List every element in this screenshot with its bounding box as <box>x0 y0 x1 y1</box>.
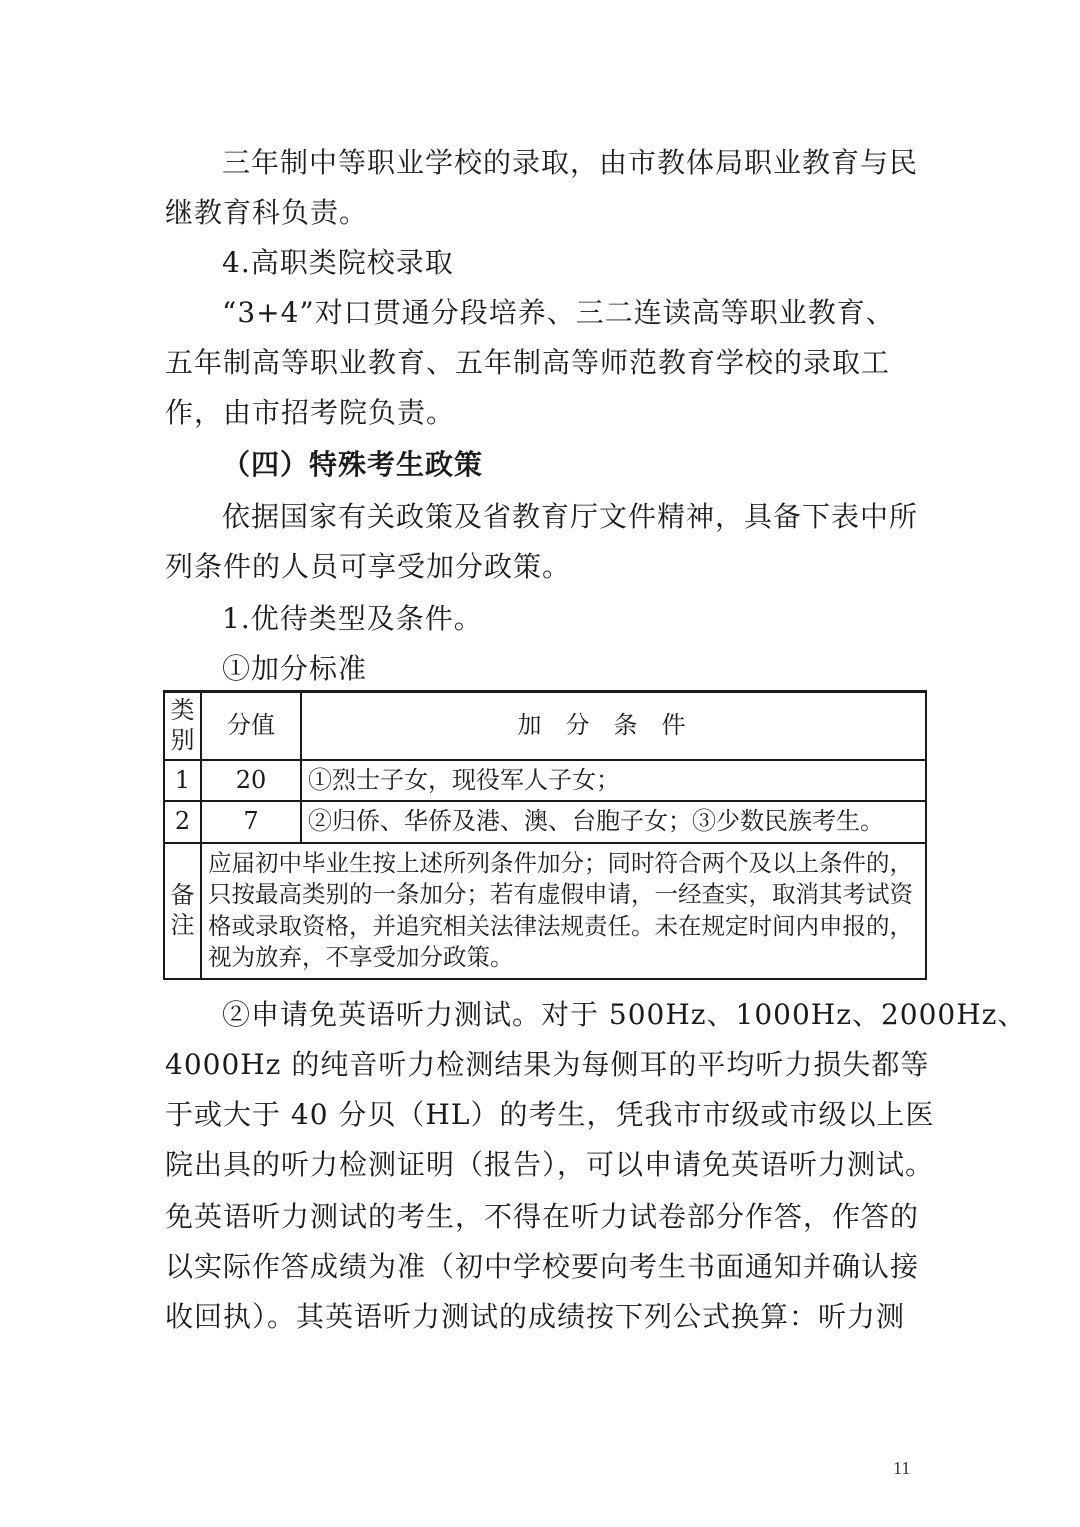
paragraph-line: 免英语听力测试的考生，不得在听力试卷部分作答，作答的 <box>165 1200 920 1233</box>
paragraph-line: 三年制中等职业学校的录取，由市教体局职业教育与民 <box>222 146 919 179</box>
paragraph-line: 1.优待类型及条件。 <box>222 602 483 635</box>
row-category: 1 <box>164 760 201 801</box>
paragraph-line: 列条件的人员可享受加分政策。 <box>165 550 572 583</box>
paragraph-line: 4000Hz 的纯音听力检测结果为每侧耳的平均听力损失都等 <box>165 1048 930 1081</box>
paragraph-line: ②申请免英语听力测试。对于 500Hz、1000Hz、2000Hz、 <box>222 998 1027 1031</box>
table-row <box>164 801 926 843</box>
notes-label: 备注 <box>164 843 201 979</box>
header-score: 分值 <box>201 692 301 760</box>
header-condition: 加分条件 <box>301 692 926 760</box>
paragraph-line: 作，由市招考院负责。 <box>165 396 456 429</box>
table-notes-row <box>164 843 926 979</box>
row-score: 20 <box>201 760 301 801</box>
paragraph-line: 五年制高等职业教育、五年制高等师范教育学校的录取工 <box>165 346 891 379</box>
bonus-score-table <box>163 690 927 980</box>
paragraph-line: 继教育科负责。 <box>165 196 369 229</box>
row-score: 7 <box>201 801 301 843</box>
section-heading: 4.高职类院校录取 <box>222 246 454 279</box>
paragraph-line: “3+4”对口贯通分段培养、三二连读高等职业教育、 <box>222 296 895 329</box>
paragraph-line: 以实际作答成绩为准（初中学校要向考生书面通知并确认接 <box>165 1250 920 1283</box>
row-category: 2 <box>164 801 201 843</box>
page-number: 11 <box>893 1458 911 1478</box>
notes-text: 应届初中毕业生按上述所列条件加分；同时符合两个及以上条件的，只按最高类别的一条加分；若有虚假申请，一经查实，取消其考试资格或录取资格，并追究相关法律法规责任。未在规定时间内申报的，视为放弃，不享受加分政策。 <box>201 843 926 979</box>
paragraph-line: 依据国家有关政策及省教育厅文件精神，具备下表中所 <box>222 500 919 533</box>
table-header-row <box>164 692 926 760</box>
table-row <box>164 760 926 801</box>
row-condition: ②归侨、华侨及港、澳、台胞子女；③少数民族考生。 <box>301 801 926 843</box>
table-caption: ①加分标准 <box>222 652 368 685</box>
paragraph-line: 于或大于 40 分贝（HL）的考生，凭我市市级或市级以上医 <box>165 1098 935 1131</box>
section-heading: （四）特殊考生政策 <box>222 448 484 481</box>
paragraph-line: 收回执）。其英语听力测试的成绩按下列公式换算：听力测 <box>165 1300 906 1333</box>
paragraph-line: 院出具的听力检测证明（报告），可以申请免英语听力测试。 <box>165 1148 935 1181</box>
row-condition: ①烈士子女，现役军人子女； <box>301 760 926 801</box>
header-category: 类别 <box>164 692 201 760</box>
